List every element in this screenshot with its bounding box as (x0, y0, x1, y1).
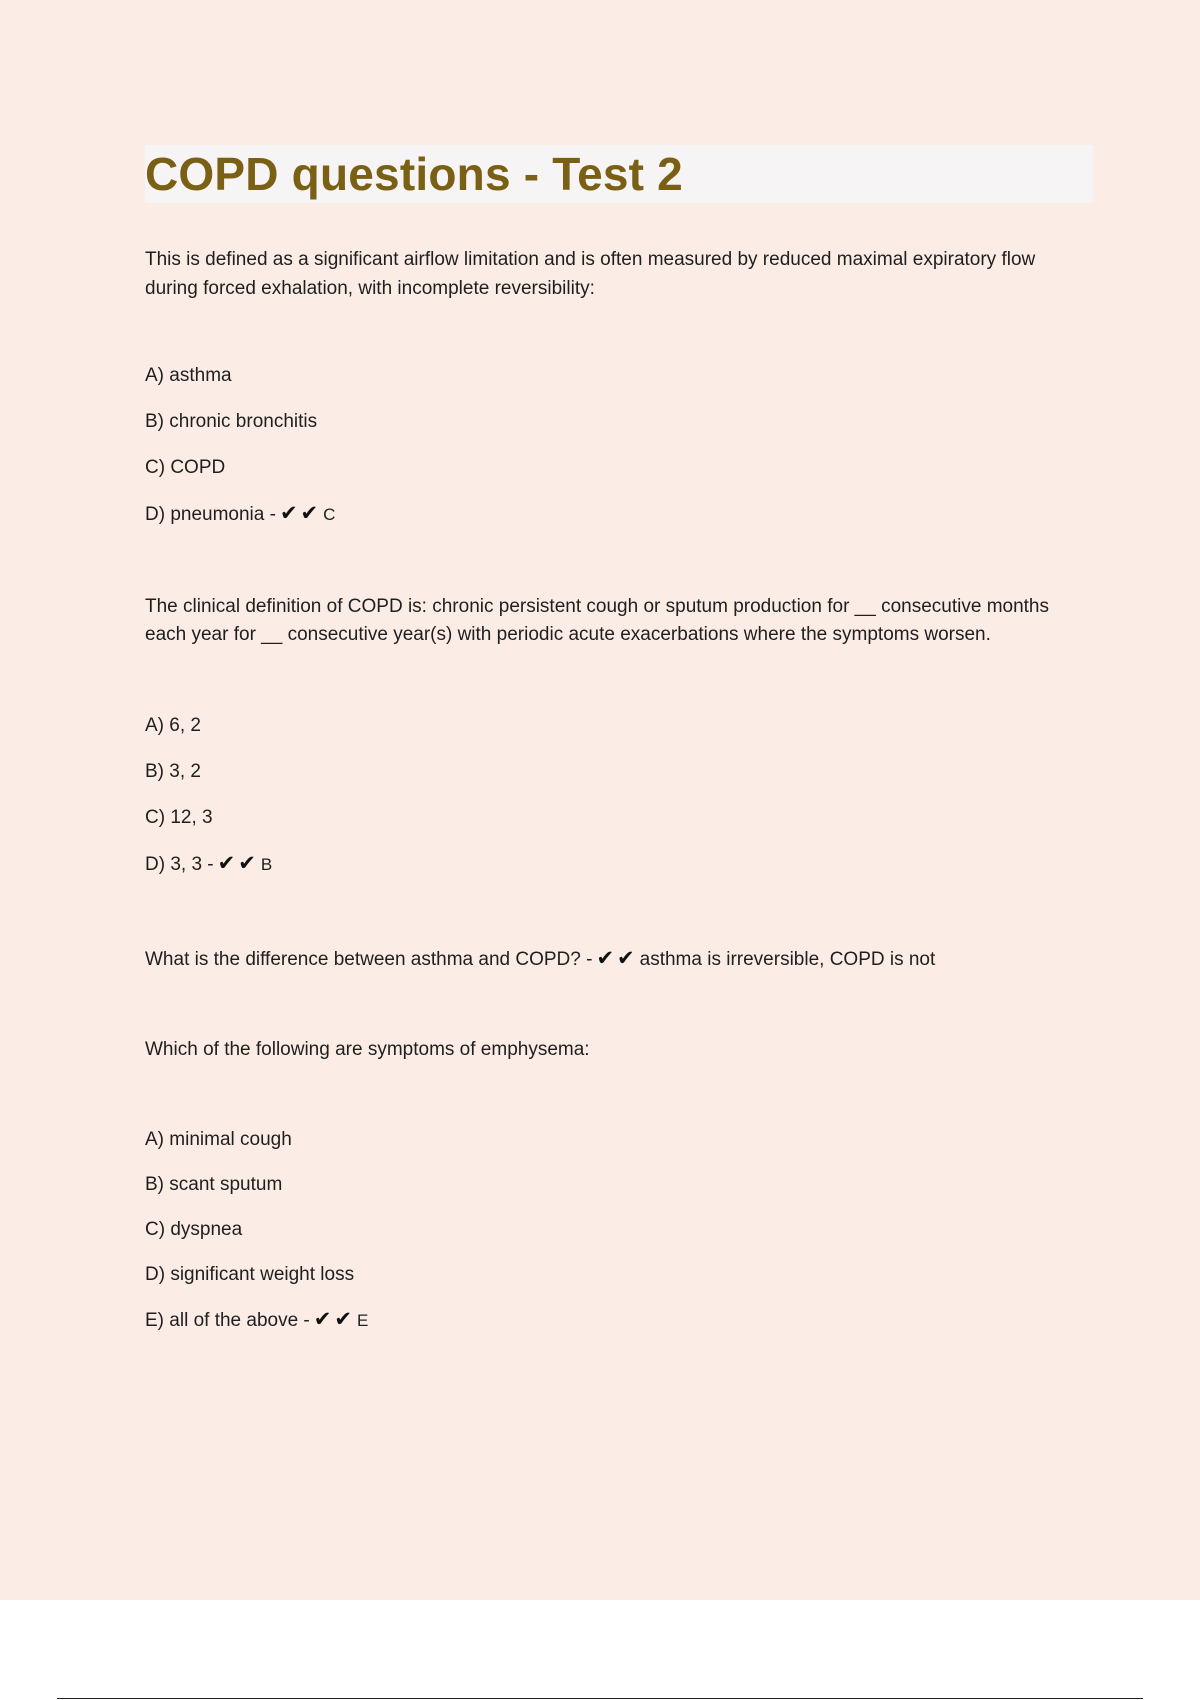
question-2-option-d-label: D) 3, 3 - (145, 854, 214, 875)
question-4-option-b: B) scant sputum (145, 1174, 283, 1195)
question-1-options (145, 361, 1093, 529)
question-2-option-c: C) 12, 3 (145, 807, 213, 828)
question-1-stem: This is defined as a significant airflow limitation and is often measured by reduced maximal expiratory flow during forced exhalation, with incomplete reversibility: (145, 249, 1036, 299)
question-4-option-e-label: E) all of the above - (145, 1310, 310, 1331)
document-content (145, 145, 1093, 1335)
question-4-options (145, 1125, 1093, 1335)
title-band (145, 145, 1093, 203)
double-check-icon: ✔✔ (596, 947, 638, 970)
question-1-option-a: A) asthma (145, 365, 232, 386)
question-1-option-b: B) chronic bronchitis (145, 411, 318, 432)
question-4-option-a: A) minimal cough (145, 1129, 292, 1150)
question-4-answer: E (356, 1311, 369, 1330)
double-check-icon: ✔✔ (279, 502, 322, 525)
page-title: COPD questions - Test 2 (145, 148, 683, 200)
question-4-option-e (145, 1305, 1093, 1335)
question-3-answer: asthma is irreversible, COPD is not (639, 949, 936, 970)
question-2-option-b: B) 3, 2 (145, 761, 201, 782)
question-4-stem: Which of the following are symptoms of emphysema: (145, 1039, 590, 1060)
question-2-stem: The clinical definition of COPD is: chronic persistent cough or sputum production for __ consecutive months each year for __ consecutive year(s) with periodic acute exacerbations where the symptoms worsen. (145, 596, 1050, 645)
question-2-option-a: A) 6, 2 (145, 715, 201, 736)
question-1-answer: C (323, 505, 336, 524)
question-2-answer: B (260, 855, 273, 874)
question-3-stem-text: What is the difference between asthma and COPD? - (145, 949, 593, 970)
question-2-option-d (145, 849, 1093, 879)
question-2-options (145, 711, 1093, 879)
question-1-option-d (145, 499, 1093, 529)
question-4-option-d: D) significant weight loss (145, 1264, 355, 1285)
double-check-icon: ✔✔ (217, 852, 259, 875)
double-check-icon: ✔✔ (313, 1308, 355, 1331)
footer-divider (57, 1698, 1143, 1699)
question-3-stem (145, 944, 1093, 974)
question-1-option-d-label: D) pneumonia - (145, 504, 276, 525)
question-4-option-c: C) dyspnea (145, 1219, 243, 1240)
question-1-option-c: C) COPD (145, 457, 226, 478)
